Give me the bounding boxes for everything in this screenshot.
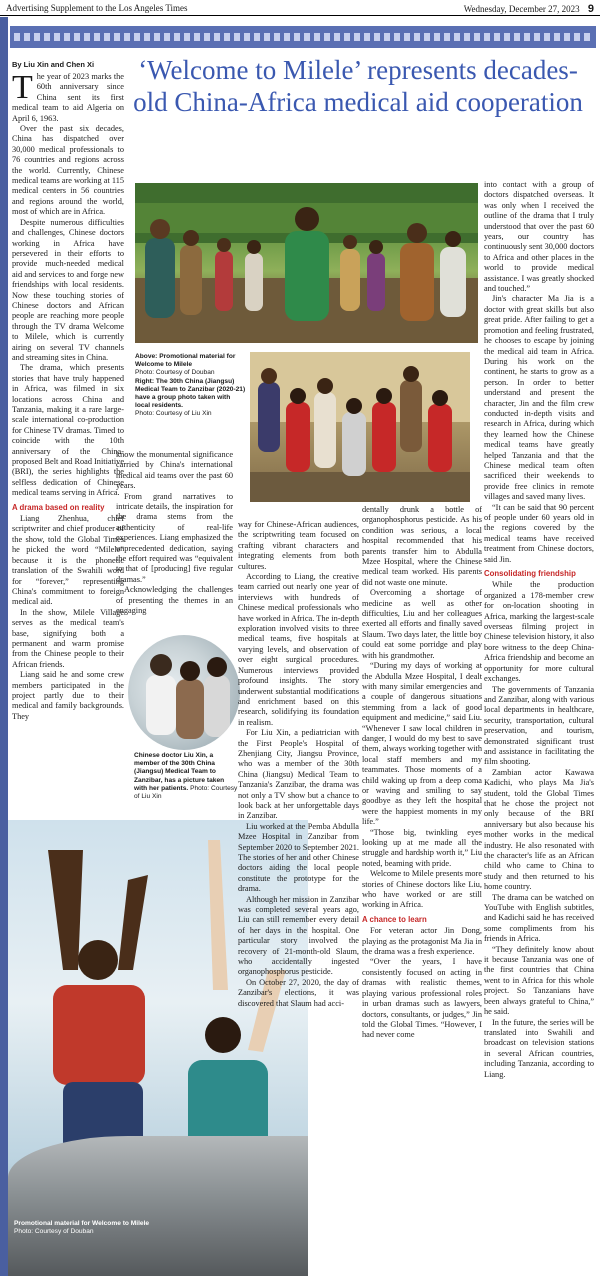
caption-above-credit: Photo: Courtesy of Douban [135, 369, 215, 377]
article-column-2 [116, 450, 233, 617]
article-column-5 [484, 180, 594, 1080]
doctor-caption-credit: Photo: Courtesy of Liu Xin [134, 784, 238, 801]
caption-right-credit: Photo: Courtesy of Liu Xin [135, 410, 212, 418]
article-column-1 [12, 69, 124, 722]
left-color-band [0, 17, 8, 1276]
lead-paragraph [12, 69, 124, 124]
paragraph: For veteran actor Jin Dong, playing as the protagonist Ma Jia in the drama was a fresh experience. [362, 926, 482, 957]
subhead: A chance to learn [362, 914, 427, 924]
paragraph: Liang Zhenhua, chief scriptwriter and chief producer of the show, told the Global Times he picked the word “Milele” because it is the phonetic translation of the Swahili word for “forever,” representing China's commitment to foreign medical aid. [12, 514, 124, 607]
doctor-caption-text: Chinese doctor Liu Xin, a member of the 30th China (Jiangsu) Medical Team to Zanzibar, has a picture taken with her patients. [134, 752, 225, 792]
paragraph: Despite numerous difficulties and challenges, Chinese doctors working in Africa have persevered in their efforts to provide much-needed medical aid and services to and forge new friendships with local residents. Now these touching stories of Chinese doctors and African people are reaching more people through the TV drama Welcome to Milele, which is currently airing on several TV channels and streaming sites in China. [12, 217, 124, 362]
subhead: A drama based on reality [12, 502, 105, 512]
article-column-3 [238, 520, 359, 1009]
paragraph: The drama, which presents stories that have truly happened in Africa, was filmed in six locations across China and Tanzania, making it a rare large-scale international co-production for Chinese TV dramas. Timed to coincide with the 10th anniversary of the China-proposed Belt and Road Initiative (BRI), the series highlights the selfless dedication of Chinese medical teams serving in Africa. [12, 363, 124, 498]
paragraph: In the future, the series will be translated into Swahili and broadcast on television stations in several African countries, including Tanzania, according to Liang. [484, 1017, 594, 1079]
caption-above-label: Above: [135, 353, 158, 360]
crowd-illustration [135, 183, 478, 343]
caption-right-text: The 30th China (Jiangsu) Medical Team to Zanzibar (2020-21) have a group photo taken with local residents. [135, 377, 246, 410]
date-and-page [464, 3, 594, 15]
paragraph: Acknowledging the challenges of presenting the themes in an engaging [116, 585, 233, 616]
paragraph: Over the past six decades, China has dispatched over 30,000 medical professionals to 76 countries and regions across the world. Currently, Chinese medical teams are working at 115 medical centers in 56 countries and regions around the world, most of which are in Africa. [12, 124, 124, 217]
page-header [0, 0, 600, 16]
promo-photo-crowd [135, 183, 478, 343]
bottom-caption-text: Promotional material for Welcome to Milele [14, 1220, 150, 1227]
paragraph: Zambian actor Kawawa Kadichi, who plays Ma Jia's student, told the Global Times that he chose the project not only because of the BRI anniversary but also because his mother works in the medical industry. He also resonated with the character's life as an African child who came to China to study and then returned to his home country. [484, 767, 594, 892]
subhead: Consolidating friendship [484, 569, 576, 579]
doctor-illustration [128, 635, 240, 750]
paragraph: Liang said he and some crew members participated in the project partly due to their medical and family backgrounds. They [12, 670, 124, 721]
top-photo-caption [135, 353, 247, 419]
paragraph: “They definitely know about it because Tanzania was one of the first countries that China went to in Africa for this whole project. So Tanzanians have been always grateful to China,” he said. [484, 944, 594, 1017]
bottom-caption-credit: Photo: Courtesy of Douban [14, 1228, 94, 1236]
supplement-label: Advertising Supplement to the Los Angeles Times [6, 3, 188, 13]
headline: ‘Welcome to Milele’ represents decades-old China-Africa medical aid cooperation [133, 55, 583, 117]
paragraph: “Those big, twinkling eyes looking up at me made all the struggle and hardship worth it,” Liu noted, beaming with pride. [362, 827, 482, 868]
issue-date: Wednesday, December 27, 2023 [463, 4, 580, 14]
doctor-photo-caption [134, 752, 238, 801]
paragraph: The governments of Tanzania and Zanzibar, along with various local departments in healthcare, security, transportation, cultural preservation, and tourism, demonstrated significant trust and assistance in facilitating the film shooting. [484, 684, 594, 767]
paragraph: way for Chinese-African audiences, the scriptwriting team focused on crafting vibrant characters and integrating elements from both cultures. [238, 520, 359, 571]
paragraph: know the monumental significance carried by China's international medical aid teams over the past 60 years. [116, 450, 233, 491]
paragraph: “It can be said that 90 percent of people under 60 years old in the regions covered by the medical teams have received treatment from Chinese doctors, said Jin. [484, 502, 594, 564]
paragraph: Although her mission in Zanzibar was completed several years ago, Liu can still remember every detail of her days in the hospital. One particular story involved the recovery of 21-month-old Slaum, who accidentally ingested organophosphorus pesticide. [238, 894, 359, 977]
paragraph: “Over the years, I have consistently focused on acting in dramas with realistic themes, playing various professional roles in urban dramas such as lawyers, doctors, consultants, or judges,” Jin told the Global Times. “However, I had never come [362, 957, 482, 1040]
paragraph: On October 27, 2020, the day of Zanzibar's elections, it was discovered that Slaum had acci- [238, 977, 359, 1008]
caption-above-text: Promotional material for Welcome to Milele [135, 353, 236, 369]
caption-right-label: Right: [135, 377, 155, 385]
paragraph: According to Liang, the creative team carried out nearly one year of interviews with hundreds of Chinese medical professionals who have worked in Africa. The in-depth exploration involved visits to three medical teams, five hospitals at varying levels, and observation of over eight surgical procedures. Numerous interviews provided profound insights. The story underwent substantial modifications and enrichment based on this research, solidifying its foundation in realism. [238, 572, 359, 727]
paragraph: Jin's character Ma Jia is a doctor with great skills but also great pride. After failing to get a promotion and feeling frustrated, he chooses to escape by joining the medical aid team in Africa. During his work on the continent, he starts to grow as a person. In order to better understand and present the character, Jin and the film crew conducted in-depth visits and research in Africa, during which they learned how the Chinese medical teams have greatly helped Tanzania and that the Chinese medical team often sacrificed their weekends to provide free clinics in remote villages and saved many lives. [484, 294, 594, 502]
decorative-banner-strip [10, 26, 596, 48]
group-photo-medical-team [250, 352, 470, 502]
paragraph: dentally drunk a bottle of organophosphorus pesticide. As his condition was serious, a local hospital recommended that his parents transfer him to Abdulla Mzee Hospital, where the Chinese medical team worked. His parents did not waste one minute. [362, 505, 482, 587]
bottom-photo-caption [14, 1220, 154, 1236]
doctor-with-patients-photo [128, 635, 240, 750]
drop-cap: T [12, 69, 33, 106]
group-illustration [250, 352, 470, 502]
page-number: 9 [587, 3, 594, 15]
byline: By Liu Xin and Chen Xi [12, 60, 95, 69]
stadium-structure [8, 1136, 308, 1276]
lead-text: he year of 2023 marks the 60th anniversary since China sent its first medical team to aid Algeria on April 6, 1963. [12, 72, 124, 123]
paragraph: The drama can be watched on YouTube with English subtitles, and Kadichi said he has received some compliments from his friends in Africa. [484, 892, 594, 944]
paragraph: into contact with a group of doctors dispatched overseas. It was only when I received the outline of the drama that I truly understood that over the past 60 years, our country has continuously sent 30,000 doctors to Africa and other places in the world to provide medical assistance. I was greatly shocked and touched.” [484, 180, 594, 294]
paragraph: Welcome to Milele presents more stories of Chinese doctors like Liu, who have worked or are still working in Africa. [362, 869, 482, 910]
paragraph: While the production organized a 178-member crew for on-location shooting in Africa, marking the largest-scale overseas filming project in Chinese television history, it also bore witness to the deep China-Africa friendship and become an opportunity for more cultural exchanges. [484, 580, 594, 684]
paragraph: From grand narratives to intricate details, the inspiration for the drama stems from the authenticity of real-life experiences. Liang emphasized the unprecedented dedication, saying the effort required was “equivalent to that of [producing] five regular dramas.” [116, 491, 233, 584]
paragraph: In the show, Milele Village serves as the medical team's base, signifying both a permanent and warm promise from the Chinese people to their African friends. [12, 607, 124, 669]
paragraph: Overcoming a shortage of medicine as well as other difficulties, Liu and her colleagues exerted all efforts and finally saved Slaum. Two days later, the little boy could eat some porridge and play with his grandmother. [362, 588, 482, 660]
paragraph: Liu worked at the Pemba Abdulla Mzee Hospital in Zanzibar from September 2020 to September 2021. The stories of her and other Chinese doctors aiding the local people constitute the prototype for the drama. [238, 821, 359, 894]
paragraph: “During my days of working at the Abdulla Mzee Hospital, I dealt with many similar emergencies and a couple of dangerous situations stemming from a lack of good equipment and medicine,” said Liu. “Whenever I saw local children in danger, I would do my best to save them, always working together with local staff members and my teammates. Those moments of a child waking up from a deep coma or waving and smiling to say goodbye as they left the hospital were the happiest moments in my life.” [362, 661, 482, 827]
article-column-4 [362, 505, 482, 1041]
paragraph: For Liu Xin, a pediatrician with the First People's Hospital of Zhenjiang City, Jiangsu Province, who was a member of the 30th China (Jiangsu) Medical Team to Tanzania's Zanzibar, the drama was not only a TV show but a chance to look back at her unforgettable days in Zanzibar. [238, 728, 359, 821]
